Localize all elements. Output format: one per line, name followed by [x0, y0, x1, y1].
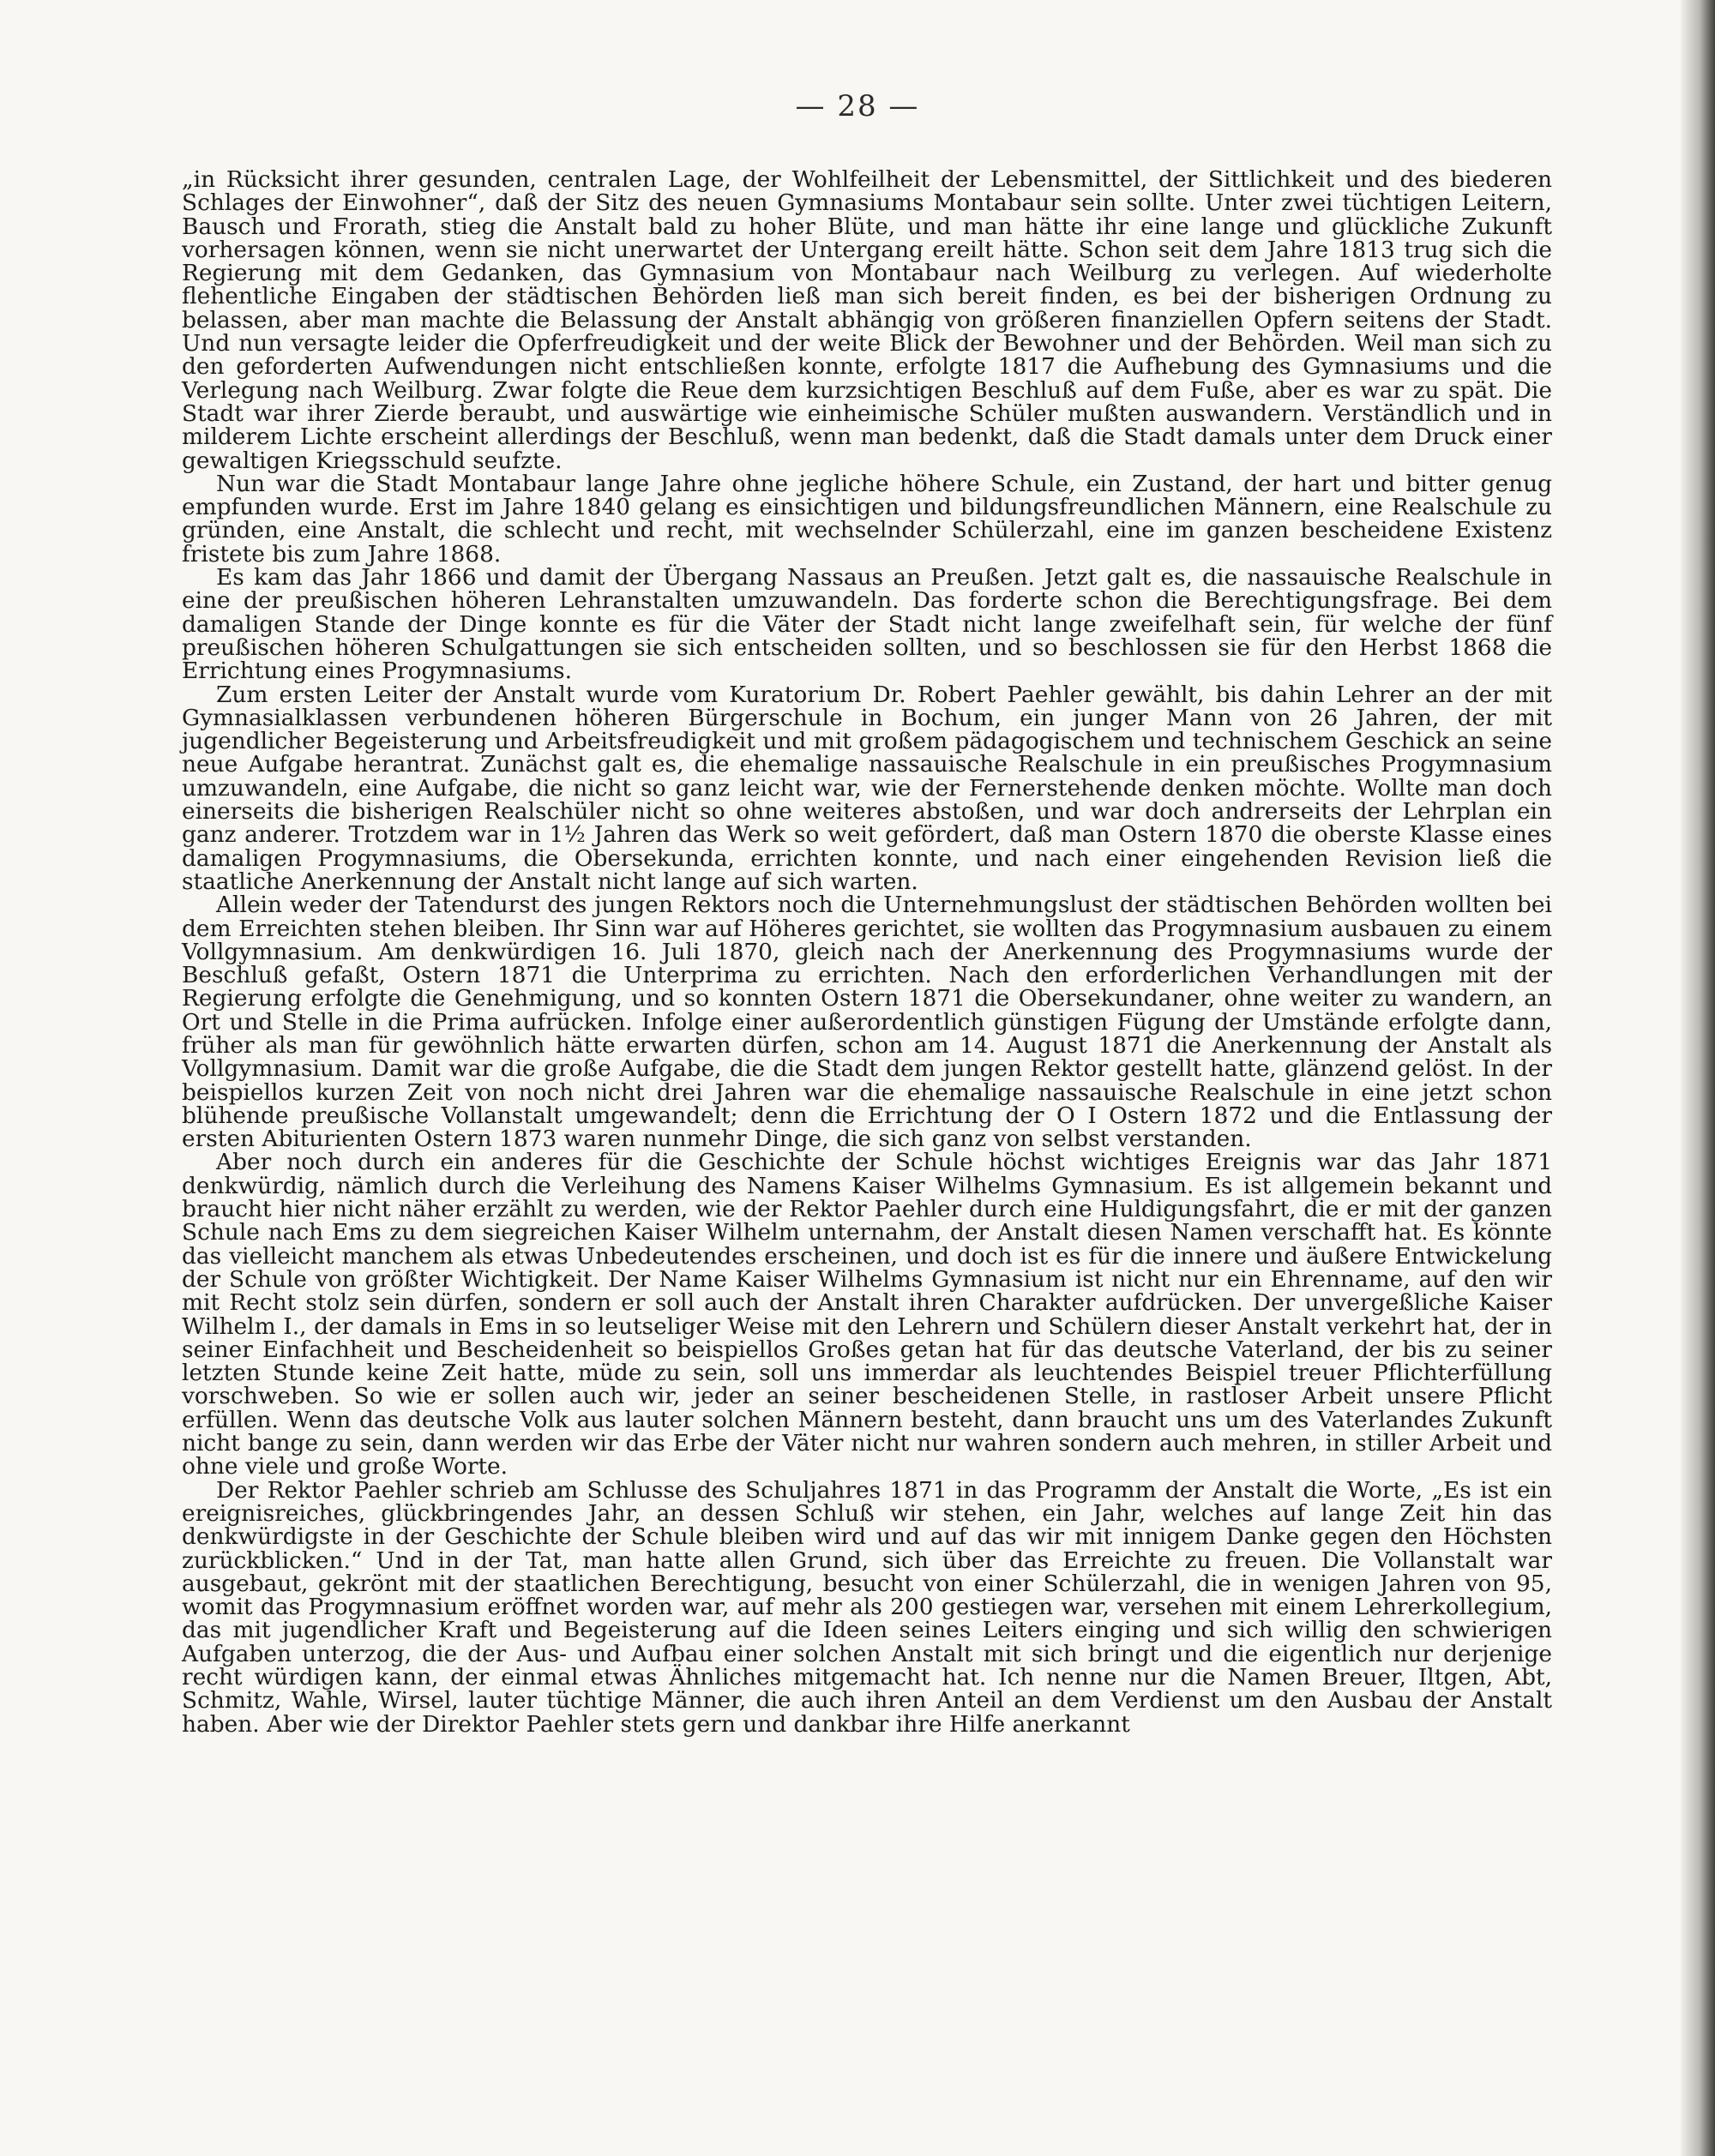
paragraph: Zum ersten Leiter der Anstalt wurde vom Kuratorium Dr. Robert Paehler gewählt, bis dahin Lehrer an der mit Gymnasialklassen verbundenen höheren Bürgerschule in Bochum, ein junger Mann von 26 Jahren, der mit jugendlicher Begeisterung und Arbeitsfreudigkeit und mit großem pädagogischem und technischem Geschick an seine neue Aufgabe herantrat. Zunächst galt es, die ehemalige nassauische Realschule in ein preußisches Progymnasium umzuwandeln, eine Aufgabe, die nicht so ganz leicht war, wie der Fernerstehende denken möchte. Wollte man doch einerseits die bisherigen Realschüler nicht so ohne weiteres abstoßen, und war doch andrerseits der Lehrplan ein ganz anderer. Trotzdem war in 1½ Jahren das Werk so weit gefördert, daß man Ostern 1870 die oberste Klasse eines damaligen Progymnasiums, die Obersekunda, errichten konnte, und nach einer eingehenden Revision ließ die staatliche Anerkennung der Anstalt nicht lange auf sich warten.	[182, 681, 1552, 895]
book-binding-edge	[1681, 0, 1715, 2156]
paragraph: Allein weder der Tatendurst des jungen Rektors noch die Unternehmungslust der städtischen Behörden wollten bei dem Erreichten stehen bleiben. Ihr Sinn war auf Höheres gerichtet, sie wollten das Progymnasium ausbauen zu einem Vollgymnasium. Am denkwürdigen 16. Juli 1870, gleich nach der Anerkennung des Progymnasiums wurde der Beschluß gefaßt, Ostern 1871 die Unterprima zu errichten. Nach den erforderlichen Verhandlungen mit der Regierung erfolgte die Genehmigung, und so konnten Ostern 1871 die Obersekundaner, ohne weiter zu wandern, an Ort und Stelle in die Prima aufrücken. Infolge einer außerordentlich günstigen Fügung der Umstände erfolgte dann, früher als man für gewöhnlich hätte erwarten dürfen, schon am 14. August 1871 die Anerkennung der Anstalt als Vollgymnasium. Damit war die große Aufgabe, die die Stadt dem jungen Rektor gestellt hatte, glänzend gelöst. In der beispiellos kurzen Zeit von noch nicht drei Jahren war die ehemalige nassauische Realschule in eine jetzt schon blühende preußische Vollanstalt umgewandelt; denn die Errichtung der O I Ostern 1872 und die Entlassung der ersten Abiturienten Ostern 1873 waren nunmehr Dinge, die sich ganz von selbst verstanden.	[182, 892, 1552, 1153]
paragraph: Der Rektor Paehler schrieb am Schlusse des Schuljahres 1871 in das Programm der Anstalt die Worte, „Es ist ein ereignisreiches, glückbringendes Jahr, an dessen Schluß wir stehen, ein Jahr, welches auf lange Zeit hin das denkwürdigste in der Geschichte der Schule bleiben wird und auf das wir mit innigem Danke gegen den Höchsten zurückblicken.“ Und in der Tat, man hatte allen Grund, sich über das Erreichte zu freuen. Die Vollanstalt war ausgebaut, gekrönt mit der staatlichen Berechtigung, besucht von einer Schülerzahl, die in wenigen Jahren von 95, womit das Progymnasium eröffnet worden war, auf mehr als 200 gestiegen war, versehen mit einem Lehrerkollegium, das mit jugendlicher Kraft und Begeisterung auf die Ideen seines Leiters einging und sich willig den schwierigen Aufgaben unterzog, die der Aus- und Aufbau einer solchen Anstalt mit sich bringt und die eigentlich nur derjenige recht würdigen kann, der einmal etwas Ähnliches mitgemacht hat. Ich nenne nur die Namen Breuer, Iltgen, Abt, Schmitz, Wahle, Wirsel, lauter tüchtige Männer, die auch ihren Anteil an dem Verdienst um den Ausbau der Anstalt haben. Aber wie der Direktor Paehler stets gern und dankbar ihre Hilfe anerkannt	[182, 1476, 1552, 1738]
paragraph: „in Rücksicht ihrer gesunden, centralen Lage, der Wohlfeilheit der Lebensmittel, der Sittlichkeit und des biederen Schlages der Einwohner“, daß der Sitz des neuen Gymnasiums Montabaur sein sollte. Unter zwei tüchtigen Leitern, Bausch und Frorath, stieg die Anstalt bald zu hoher Blüte, und man hätte ihr eine lange und glückliche Zukunft vorhersagen können, wenn sie nicht unerwartet der Untergang ereilt hätte. Schon seit dem Jahre 1813 trug sich die Regierung mit dem Gedanken, das Gymnasium von Montabaur nach Weilburg zu verlegen. Auf wiederholte flehentliche Eingaben der städtischen Behörden ließ man sich bereit finden, es bei der bisherigen Ordnung zu belassen, aber man machte die Belassung der Anstalt abhängig von größeren finanziellen Opfern seitens der Stadt. Und nun versagte leider die Opferfreudigkeit und der weite Blick der Bewohner und der Behörden. Weil man sich zu den geforderten Aufwendungen nicht entschließen konnte, erfolgte 1817 die Aufhebung des Gymnasiums und die Verlegung nach Weilburg. Zwar folgte die Reue dem kurzsichtigen Beschluß auf dem Fuße, aber es war zu spät. Die Stadt war ihrer Zierde beraubt, und auswärtige wie einheimische Schüler mußten auswandern. Verständlich und in milderem Lichte erscheint allerdings der Beschluß, wenn man bedenkt, daß die Stadt damals unter dem Druck einer gewaltigen Kriegsschuld seufzte.	[182, 166, 1552, 474]
page-number: — 28 —	[795, 89, 920, 123]
body-text	[182, 168, 1552, 1736]
paragraph: Es kam das Jahr 1866 und damit der Übergang Nassaus an Preußen. Jetzt galt es, die nassauische Realschule in eine der preußischen höheren Lehranstalten umzuwandeln. Das forderte schon die Berechtigungsfrage. Bei dem damaligen Stande der Dinge konnte es für die Väter der Stadt nicht lange zweifelhaft sein, für welche der fünf preußischen höheren Schulgattungen sie sich entscheiden sollten, und so beschlossen sie für den Herbst 1868 die Errichtung eines Progymnasiums.	[182, 564, 1552, 685]
paragraph: Aber noch durch ein anderes für die Geschichte der Schule höchst wichtiges Ereignis war das Jahr 1871 denkwürdig, nämlich durch die Verleihung des Namens Kaiser Wilhelms Gymnasium. Es ist allgemein bekannt und braucht hier nicht näher erzählt zu werden, wie der Rektor Paehler durch eine Huldigungsfahrt, die er mit der ganzen Schule nach Ems zu dem siegreichen Kaiser Wilhelm unternahm, der Anstalt diesen Namen verschafft hat. Es könnte das vielleicht manchem als etwas Unbedeutendes erscheinen, und doch ist es für die innere und äußere Entwickelung der Schule von größter Wichtigkeit. Der Name Kaiser Wilhelms Gymnasium ist nicht nur ein Ehrenname, auf den wir mit Recht stolz sein dürfen, sondern er soll auch der Anstalt ihren Charakter aufdrücken. Der unvergeßliche Kaiser Wilhelm I., der damals in Ems in so leutseliger Weise mit den Lehrern und Schülern dieser Anstalt verkehrt hat, der in seiner Einfachheit und Bescheidenheit so beispiellos Großes getan hat für das deutsche Vaterland, der bis zu seiner letzten Stunde keine Zeit hatte, müde zu sein, soll uns immerdar als leuchtendes Beispiel treuer Pflichterfüllung vorschweben. So wie er sollen auch wir, jeder an seiner bescheidenen Stelle, in rastloser Arbeit unsere Pflicht erfüllen. Wenn das deutsche Volk aus lauter solchen Männern besteht, dann braucht uns um des Vaterlandes Zukunft nicht bange zu sein, dann werden wir das Erbe der Väter nicht nur wahren sondern auch mehren, in stiller Arbeit und ohne viele und große Worte.	[182, 1149, 1552, 1480]
paragraph: Nun war die Stadt Montabaur lange Jahre ohne jegliche höhere Schule, ein Zustand, der hart und bitter genug empfunden wurde. Erst im Jahre 1840 gelang es einsichtigen und bildungsfreundlichen Männern, eine Realschule zu gründen, eine Anstalt, die schlecht und recht, mit wechselnder Schülerzahl, eine im ganzen bescheidene Existenz fristete bis zum Jahre 1868.	[182, 470, 1552, 568]
